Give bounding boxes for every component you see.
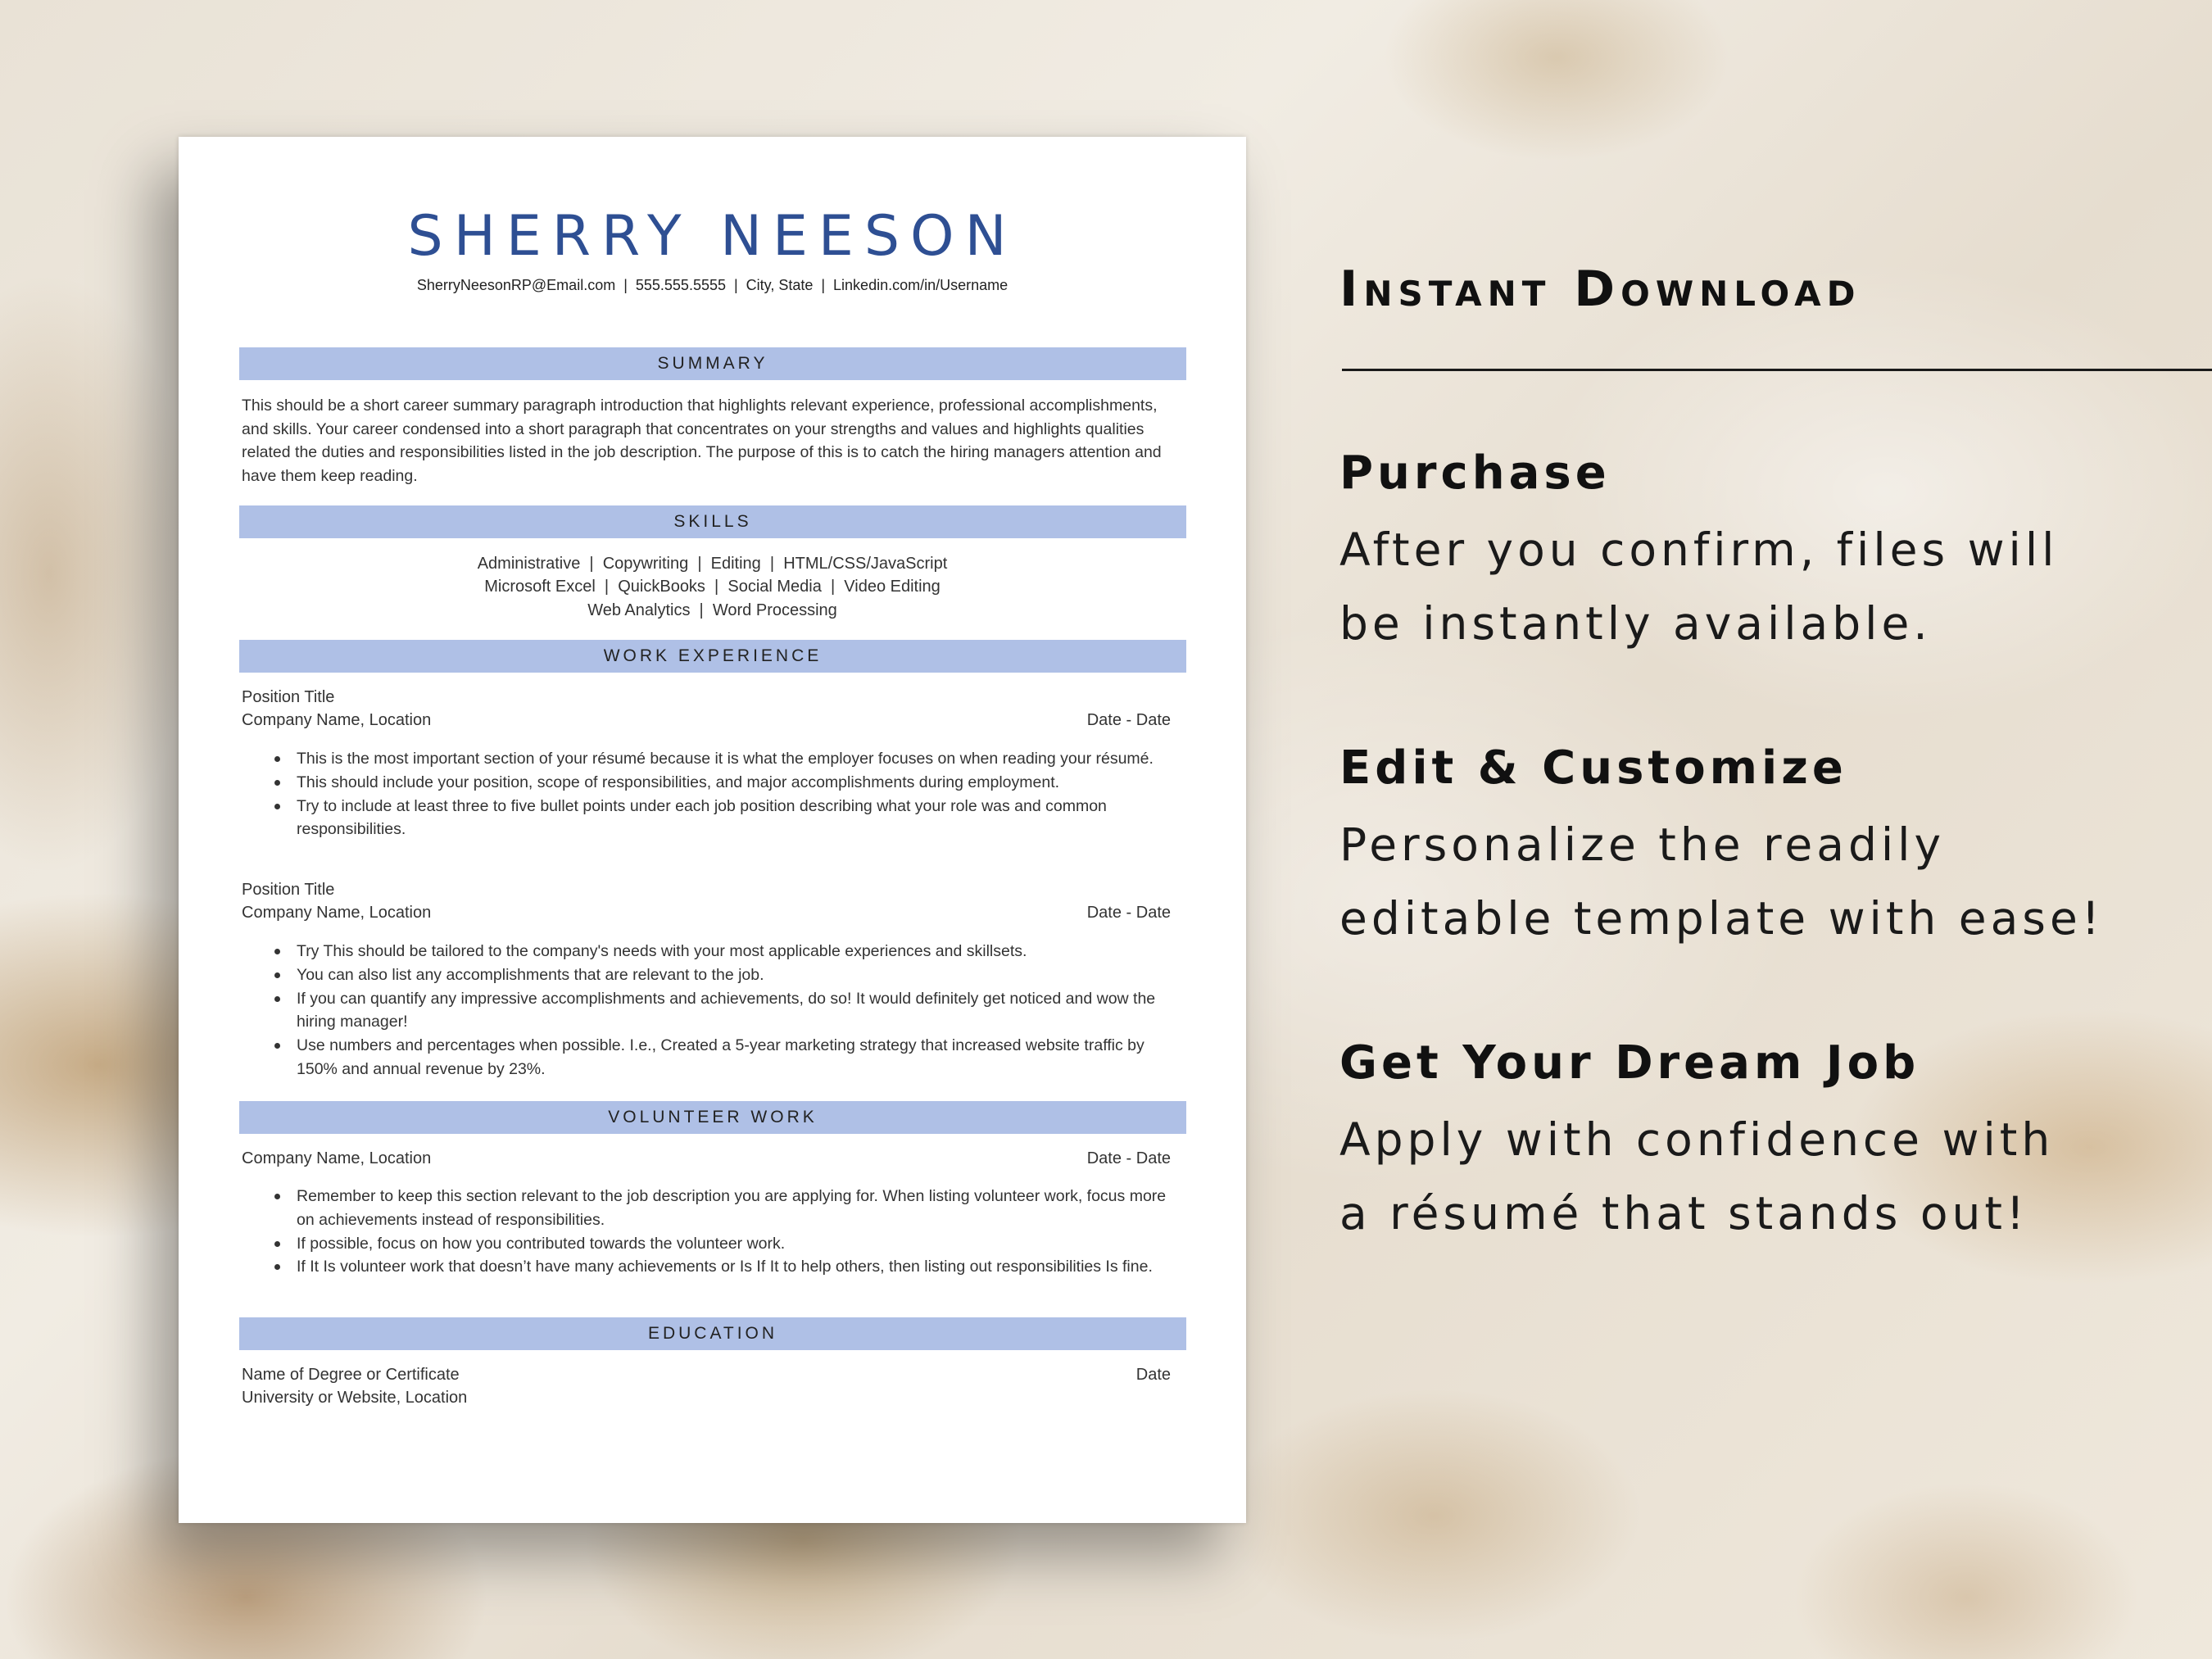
job-date: Date - Date [1086,711,1171,729]
education-degree: Name of Degree or Certificate [242,1366,460,1384]
dream-job-text-line: a résumé that stands out! [1339,1187,2028,1240]
volunteer-company: Company Name, Location [242,1149,432,1167]
customize-text-line: editable template with ease! [1339,892,2104,945]
list-item: Use numbers and percentages when possible. I.e., Created a 5-year marketing strategy that increased website traffic by 150% and annual revenue by 23%. [297,1034,1181,1081]
list-item: This should include your position, scope of responsibilities, and major accomplishments during employment. [297,771,1181,795]
list-item: If you can quantify any impressive accomplishments and achievements, do so! It would definitely get noticed and wow the hiring manager! [297,987,1181,1035]
job-bullets [297,747,1181,841]
education-date: Date [1135,1366,1171,1384]
instant-download-title: Instant Download [1339,261,1861,318]
job-date: Date - Date [1086,904,1171,922]
resume-contact-line: SherryNeesonRP@Email.com | 555.555.5555 | City, State | Linkedin.com/in/Username [416,277,1009,293]
list-item: If possible, focus on how you contributed towards the volunteer work. [297,1232,1181,1256]
list-item: You can also list any accomplishments that are relevant to the job. [297,963,1181,987]
list-item: Remember to keep this section relevant to the job description you are applying for. When listing volunteer work, focus more on achievements instead of responsibilities. [297,1185,1181,1232]
list-item: If It Is volunteer work that doesn’t have many achievements or Is If It to help others, then listing out responsibilities Is fine. [297,1255,1181,1279]
summary-text: This should be a short career summary paragraph introduction that highlights relevant experience, professional accomplishments, and skills. Your career condensed into a short paragraph that concentrates on your strengths and values and highlights qualities related the duties and responsibilities listed in the job description. The purpose of this is to catch the hiring managers attention and have them keep reading. [242,397,1162,485]
volunteer-bullets [297,1185,1181,1279]
list-item: Try This should be tailored to the company's needs with your most applicable experiences and skillsets. [297,940,1181,963]
list-item: This is the most important section of your résumé because it is what the employer focuses on when reading your résumé. [297,747,1181,771]
purchase-heading: Purchase [1339,446,1611,500]
resume-page [179,137,1246,1523]
education-heading: EDUCATION [239,1317,1186,1350]
work-experience-heading: WORK EXPERIENCE [239,640,1186,673]
job-title: Position Title [242,688,335,706]
job-company: Company Name, Location [242,711,432,729]
customize-heading: Edit & Customize [1339,741,1847,795]
dream-job-text-line: Apply with confidence with [1339,1113,2055,1166]
dream-job-heading: Get Your Dream Job [1339,1036,1920,1090]
skills-heading: SKILLS [239,505,1186,538]
skills-line: Administrative | Copywriting | Editing | HTML/CSS/JavaScript [477,555,948,573]
job-company: Company Name, Location [242,904,432,922]
customize-text-line: Personalize the readily [1339,818,1945,871]
purchase-text-line: After you confirm, files will [1339,524,2059,576]
skills-line: Microsoft Excel | QuickBooks | Social Media | Video Editing [484,578,941,596]
job-title: Position Title [242,881,335,899]
summary-heading: SUMMARY [239,347,1186,380]
volunteer-heading: VOLUNTEER WORK [239,1101,1186,1134]
purchase-text-line: be instantly available. [1339,597,1932,650]
education-school: University or Website, Location [242,1389,468,1407]
skills-line: Web Analytics | Word Processing [587,601,837,619]
list-item: Try to include at least three to five bullet points under each job position describing what your role was and common responsibilities. [297,795,1181,842]
volunteer-date: Date - Date [1086,1149,1171,1167]
resume-name: SHERRY NEESON [407,204,1018,269]
job-bullets [297,940,1181,1081]
title-divider [1342,369,2212,371]
